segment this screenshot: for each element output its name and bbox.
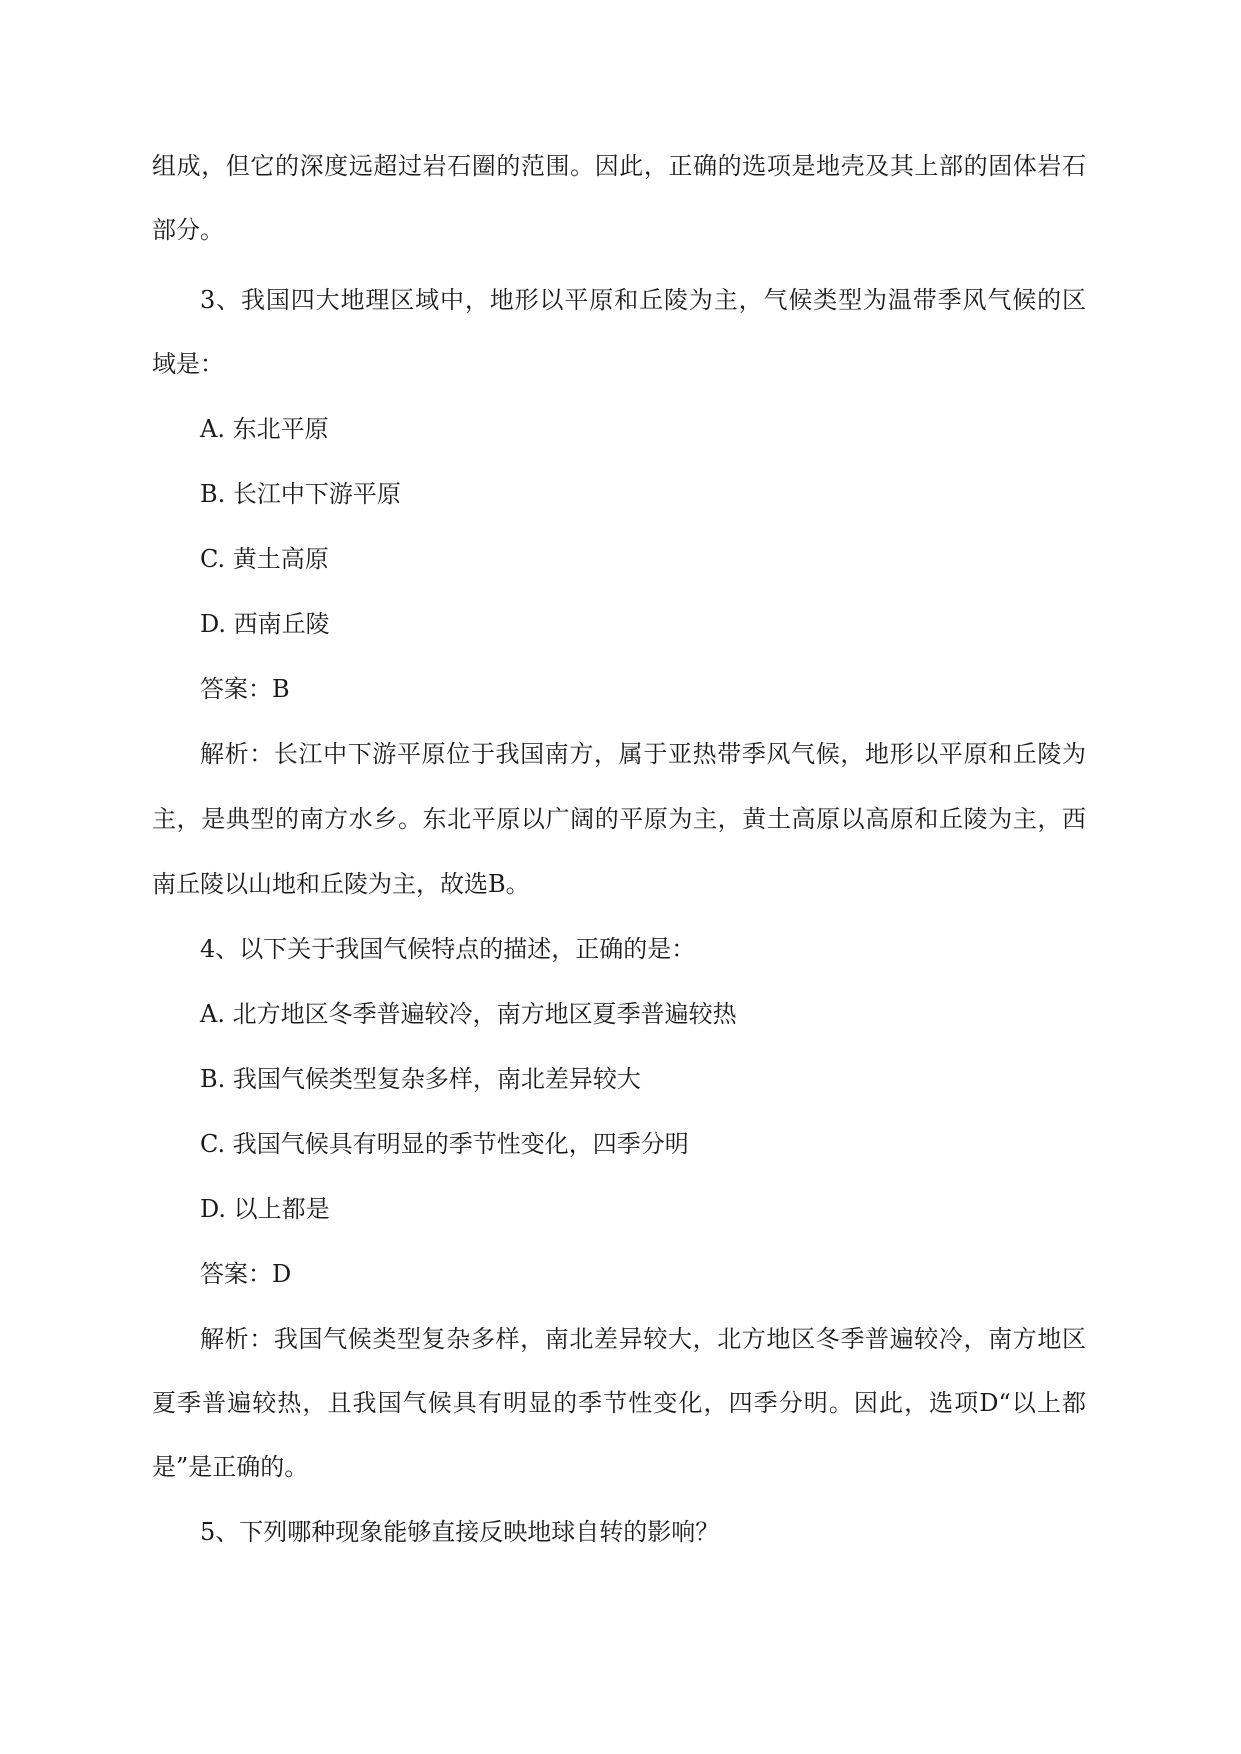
- q4-explanation-cont: 夏季普遍较热，且我国气候具有明显的季节性变化，四季分明。因此，选项D“以上都: [152, 1389, 1086, 1417]
- q4-option-b: B. 我国气候类型复杂多样，南北差异较大: [200, 1065, 641, 1093]
- question-4-text: 4、以下关于我国气候特点的描述，正确的是：: [200, 935, 696, 963]
- question-3-text-cont: 域是：: [152, 350, 224, 378]
- question-5-text: 5、下列哪种现象能够直接反映地球自转的影响？: [200, 1518, 720, 1546]
- q4-option-a: A. 北方地区冬季普遍较冷，南方地区夏季普遍较热: [200, 1000, 737, 1028]
- q3-explanation-cont: 主，是典型的南方水乡。东北平原以广阔的平原为主，黄土高原以高原和丘陵为主，西: [152, 805, 1086, 833]
- q4-explanation-end: 是”是正确的。: [152, 1453, 309, 1481]
- q3-explanation: 解析：长江中下游平原位于我国南方，属于亚热带季风气候，地形以平原和丘陵为: [200, 740, 1086, 768]
- q3-answer: 答案：B: [200, 675, 290, 703]
- q3-explanation-end: 南丘陵以山地和丘陵为主，故选B。: [152, 870, 530, 898]
- q4-explanation: 解析：我国气候类型复杂多样，南北差异较大，北方地区冬季普遍较冷，南方地区: [200, 1325, 1086, 1353]
- q3-option-c: C. 黄土高原: [200, 545, 329, 573]
- q3-option-b: B. 长江中下游平原: [200, 480, 401, 508]
- paragraph-line: 组成，但它的深度远超过岩石圈的范围。因此，正确的选项是地壳及其上部的固体岩石: [152, 152, 1086, 180]
- question-3-text: 3、我国四大地理区域中，地形以平原和丘陵为主，气候类型为温带季风气候的区: [200, 286, 1086, 314]
- q4-answer: 答案：D: [200, 1260, 292, 1288]
- q4-option-d: D. 以上都是: [200, 1195, 330, 1223]
- q3-option-a: A. 东北平原: [200, 415, 329, 443]
- q3-option-d: D. 西南丘陵: [200, 610, 330, 638]
- paragraph-line: 部分。: [152, 216, 224, 244]
- q4-option-c: C. 我国气候具有明显的季节性变化，四季分明: [200, 1130, 689, 1158]
